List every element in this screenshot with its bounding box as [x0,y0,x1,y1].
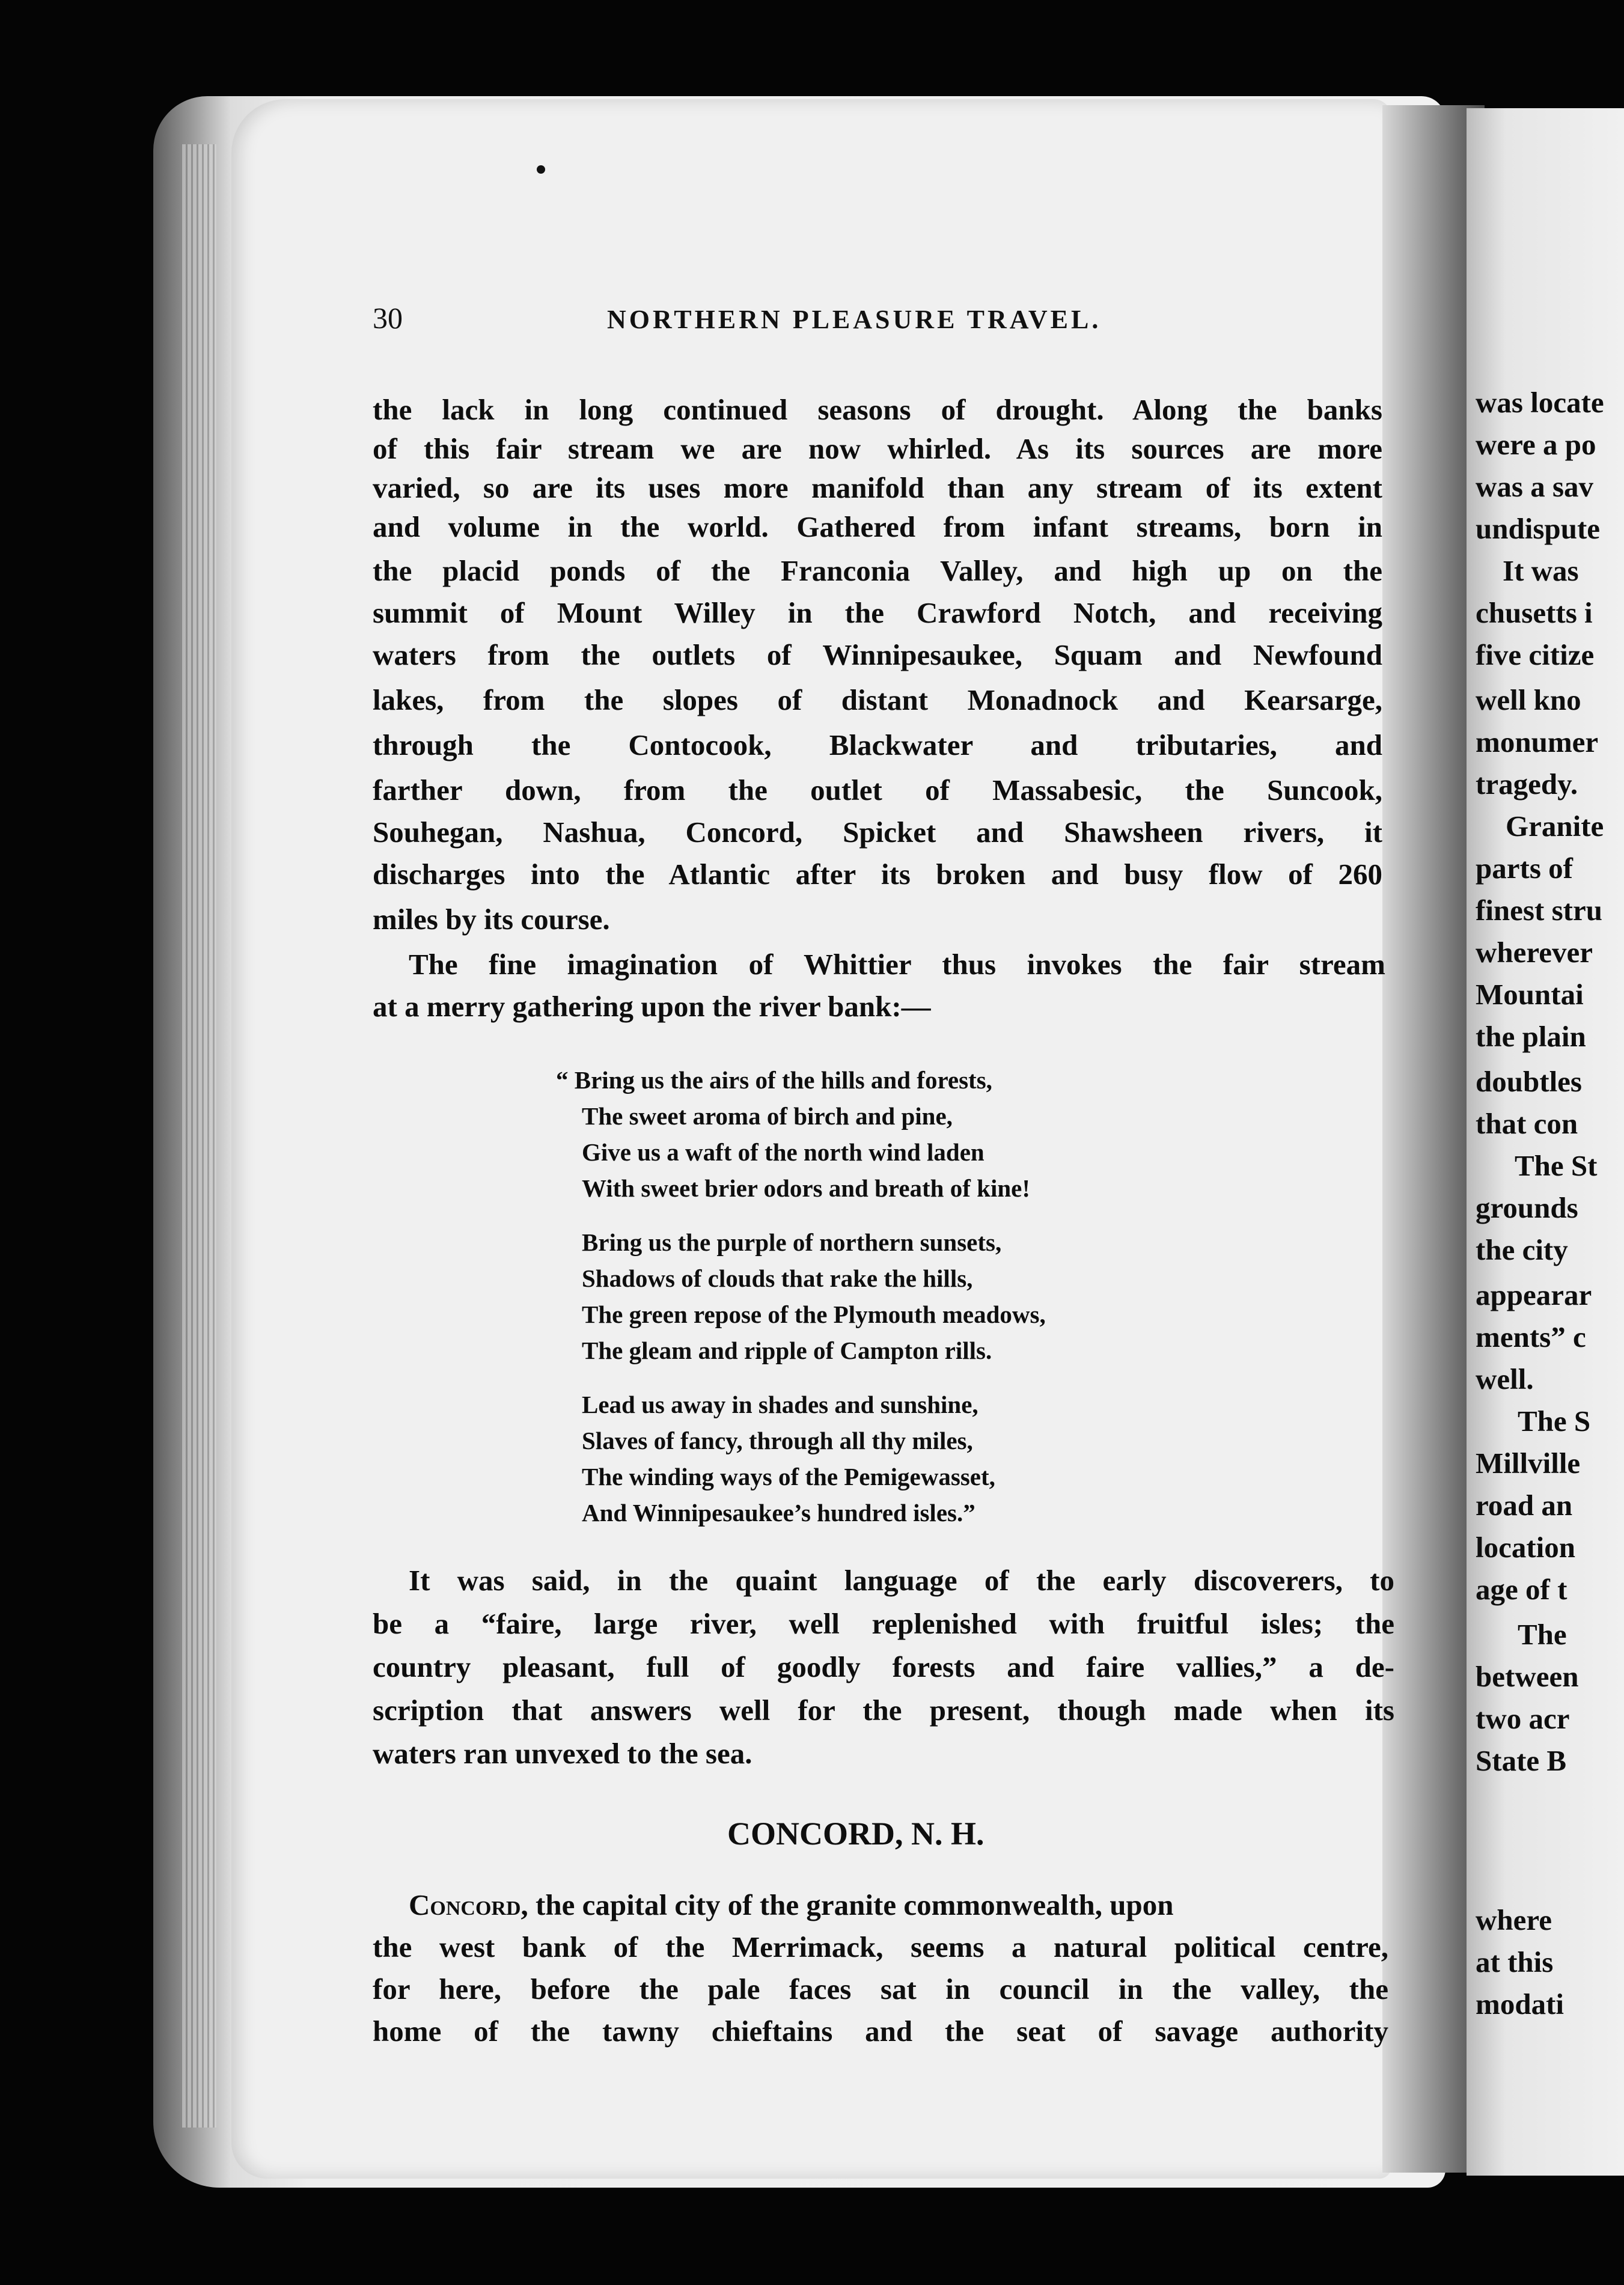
fragment-line: Millville [1476,1447,1581,1480]
fragment-line: tragedy. [1476,767,1578,801]
fragment-line: undispute [1476,512,1601,545]
fragment-line: where [1476,1903,1552,1936]
text-line: waters ran unvexed to the sea. [373,1737,752,1770]
fragment-line: five citize [1476,638,1595,671]
text-line: country pleasant, full of goodly forests and faire vallies,” a de- [373,1650,1394,1683]
text-line: summit of Mount Willey in the Crawford Notch, and receiving [373,596,1382,629]
fragment-line: The [1518,1618,1567,1651]
fragment-line: appearar [1476,1278,1592,1311]
fragment-line: two acr [1476,1702,1570,1735]
verse-line: “ Bring us the airs of the hills and forests, [556,1066,992,1094]
fragment-line: finest stru [1476,894,1602,927]
fragment-line: Granite [1506,810,1604,843]
fragment-line: Mountai [1476,978,1584,1011]
text-line: at a merry gathering upon the river bank:— [373,990,931,1023]
verse-line: Bring us the purple of northern sunsets, [582,1228,1002,1256]
fragment-line: road an [1476,1489,1573,1522]
verse-line: The gleam and ripple of Campton rills. [582,1337,992,1364]
fragment-line: was locate [1476,386,1604,419]
fragment-line: wherever [1476,936,1593,969]
text-line: The fine imagination of Whittier thus invokes the fair stream [409,948,1385,981]
lead-rest: the capital city of the granite commonwealth, upon [528,1888,1174,1921]
text-line: of this fair stream we are now whirled. As its sources are more [373,432,1382,465]
fragment-line: the city [1476,1233,1568,1266]
lead-word: Concord, [409,1888,528,1921]
text-line: lakes, from the slopes of distant Monadnock and Kearsarge, [373,683,1382,716]
text-line: the west bank of the Merrimack, seems a natural political centre, [373,1930,1388,1963]
fragment-line: location [1476,1531,1576,1564]
verse-line: Shadows of clouds that rake the hills, [582,1265,973,1292]
verse-line: Lead us away in shades and sunshine, [582,1391,978,1418]
text-line: farther down, from the outlet of Massabesic, the Suncook, [373,773,1382,807]
text-line: miles by its course. [373,903,610,936]
text-line: the placid ponds of the Franconia Valley, and high up on the [373,554,1382,587]
text-line [409,1887,1174,1923]
speck [537,165,545,174]
section-heading: CONCORD, N. H. [727,1816,984,1852]
text-line: waters from the outlets of Winnipesaukee, Squam and Newfound [373,638,1382,671]
fragment-line: The S [1518,1405,1591,1438]
fragment-line: were a po [1476,428,1596,461]
fragment-line: ments” c [1476,1320,1586,1353]
fragment-line: modati [1476,1988,1564,2021]
verse-line: Slaves of fancy, through all thy miles, [582,1427,973,1454]
fragment-line: The St [1515,1149,1598,1182]
text-line: and volume in the world. Gathered from infant streams, born in [373,510,1382,543]
fragment-line: between [1476,1660,1579,1693]
text-line: for here, before the pale faces sat in council in the valley, the [373,1972,1388,2006]
text-line: through the Contocook, Blackwater and tributaries, and [373,728,1382,761]
text-line: It was said, in the quaint language of the early discoverers, to [409,1564,1394,1597]
fragment-line: It was [1503,554,1579,587]
fragment-line: well kno [1476,683,1581,716]
text-line: scription that answers well for the present, though made when its [373,1694,1394,1727]
fragment-line: at this [1476,1945,1554,1978]
text-line: Souhegan, Nashua, Concord, Spicket and Shawsheen rivers, it [373,816,1382,849]
fragment-line: was a sav [1476,470,1594,503]
verse-line: The green repose of the Plymouth meadows, [582,1301,1046,1328]
fragment-line: State B [1476,1744,1567,1777]
text-line: varied, so are its uses more manifold than any stream of its extent [373,471,1382,504]
fragment-line: chusetts i [1476,596,1593,629]
verse-line: With sweet brier odors and breath of kine! [582,1174,1030,1202]
fragment-line: monumer [1476,725,1599,758]
fragment-line: doubtles [1476,1065,1583,1098]
text-line: be a “faire, large river, well replenished with fruitful isles; the [373,1607,1394,1640]
fragment-line: the plain [1476,1020,1586,1053]
fragment-line: well. [1476,1362,1534,1396]
verse-line: The sweet aroma of birch and pine, [582,1102,953,1130]
verse-line: The winding ways of the Pemigewasset, [582,1463,995,1490]
page-number: 30 [373,301,403,335]
fragment-line: age of t [1476,1573,1568,1606]
text-line: the lack in long continued seasons of drought. Along the banks [373,393,1382,426]
fragment-line: parts of [1476,852,1573,885]
text-line: discharges into the Atlantic after its broken and busy flow of 260 [373,858,1382,891]
page-edges [180,144,216,2128]
fragment-line: that con [1476,1107,1578,1140]
running-title: NORTHERN PLEASURE TRAVEL. [607,305,1102,334]
verse-line: Give us a waft of the north wind laden [582,1138,984,1166]
text-line: home of the tawny chieftains and the seat of savage authority [373,2015,1388,2048]
verse-line: And Winnipesaukee’s hundred isles.” [582,1499,975,1527]
fragment-line: grounds [1476,1191,1578,1224]
